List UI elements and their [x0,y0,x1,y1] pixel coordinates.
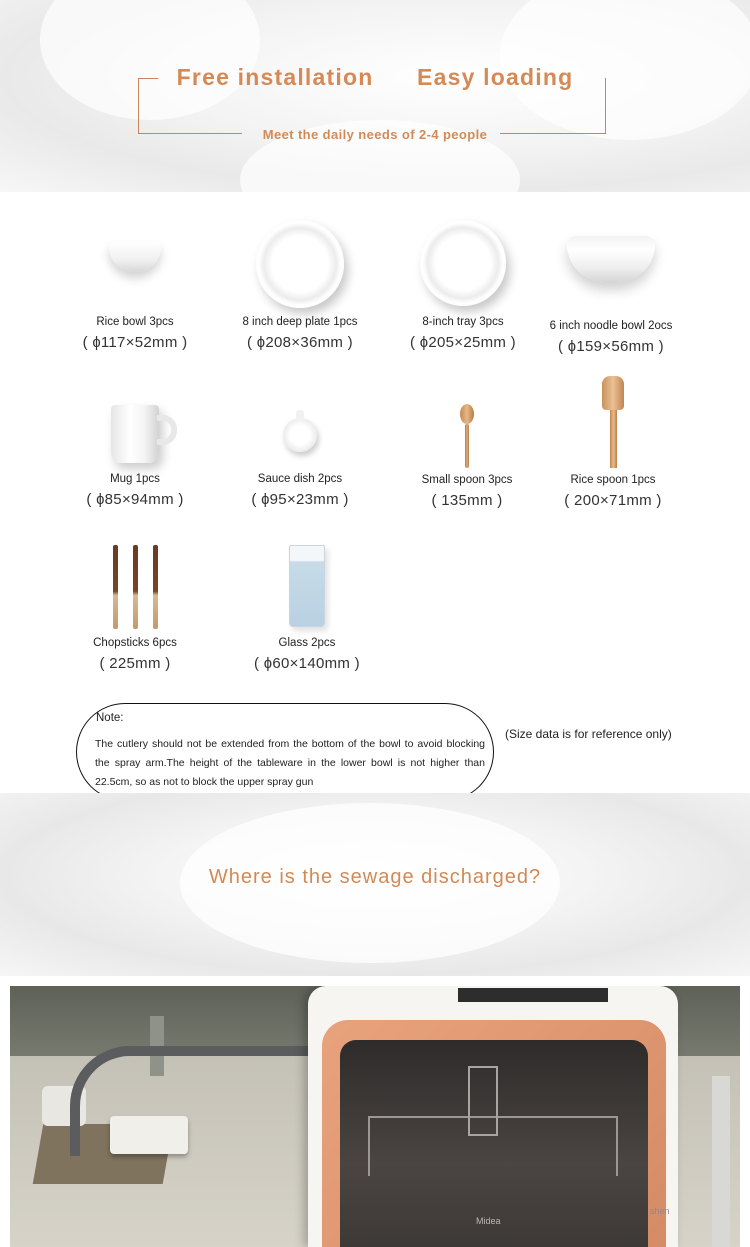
right-pipe [712,1076,730,1247]
sauce-dish-icon [283,418,317,452]
item-name: 8-inch tray 3pcs [422,316,504,328]
item-name: 8 inch deep plate 1pcs [242,316,358,328]
glass-icon [289,545,325,627]
item-small-spoon [382,404,552,509]
item-size: ( ɸ159×56mm ) [558,338,664,355]
note-body: The cutlery should not be extended from the bottom of the bowl to avoid blocking the spray arm.The height of the tableware in the lower bowl is not higher than 22.5cm, so as not to block the upper spray gun [95,738,485,788]
title-easy-loading: Easy loading [417,64,574,90]
title-free-installation: Free installation [176,64,374,90]
power-outlet [110,1116,188,1154]
item-size: ( ɸ208×36mm ) [247,334,353,351]
item-rice-spoon [528,376,698,509]
item-size: ( 200×71mm ) [564,492,662,509]
dishwasher-photo [10,986,740,1247]
control-panel [458,988,608,1002]
watermark: shen [650,1206,670,1216]
item-mug [50,405,220,508]
top-banner [0,0,750,192]
chopsticks-icon [107,545,163,637]
dishwasher [308,986,678,1247]
item-glass [222,545,392,672]
item-chopsticks [50,545,220,672]
tray-icon [420,220,506,306]
item-name: Glass 2pcs [278,637,336,649]
item-size: ( ɸ85×94mm ) [86,491,184,508]
item-name: Rice spoon 1pcs [570,474,656,486]
item-size: ( ɸ205×25mm ) [410,334,516,351]
item-name: Mug 1pcs [110,473,160,485]
item-name: Small spoon 3pcs [421,474,513,486]
banner-title [0,64,750,91]
mug-icon [111,405,159,463]
item-sauce-dish [215,418,385,508]
item-deep-plate [215,220,385,351]
item-size: ( 135mm ) [431,492,503,509]
item-size: ( ɸ117×52mm ) [82,334,188,351]
item-name: Sauce dish 2pcs [257,473,343,485]
item-size: ( 225mm ) [99,655,171,672]
item-noodle-bowl [526,232,696,355]
item-name: Chopsticks 6pcs [93,637,177,649]
rice-bowl-icon [109,242,161,272]
banner-subtitle: Meet the daily needs of 2-4 people [262,127,488,142]
deep-plate-icon [256,220,344,308]
sauce-dish-handle [296,410,304,420]
item-name: Rice bowl 3pcs [96,316,174,328]
item-tray [378,220,548,351]
item-size: ( ɸ95×23mm ) [251,491,349,508]
sewage-title: Where is the sewage discharged? [208,866,542,888]
note-heading: Note: [96,712,124,724]
drain-hose [70,1046,320,1156]
mug-handle [157,415,177,445]
item-rice-bowl [50,236,220,351]
size-reference-note: (Size data is for reference only) [505,727,672,741]
brand-logo: Midea [476,1216,501,1226]
item-name: 6 inch noodle bowl 2ocs [549,320,673,332]
small-spoon-icon [382,404,552,474]
spray-arm [468,1066,498,1136]
item-size: ( ɸ60×140mm ) [254,655,360,672]
rice-spoon-icon [528,376,698,474]
noodle-bowl-icon [567,236,655,282]
